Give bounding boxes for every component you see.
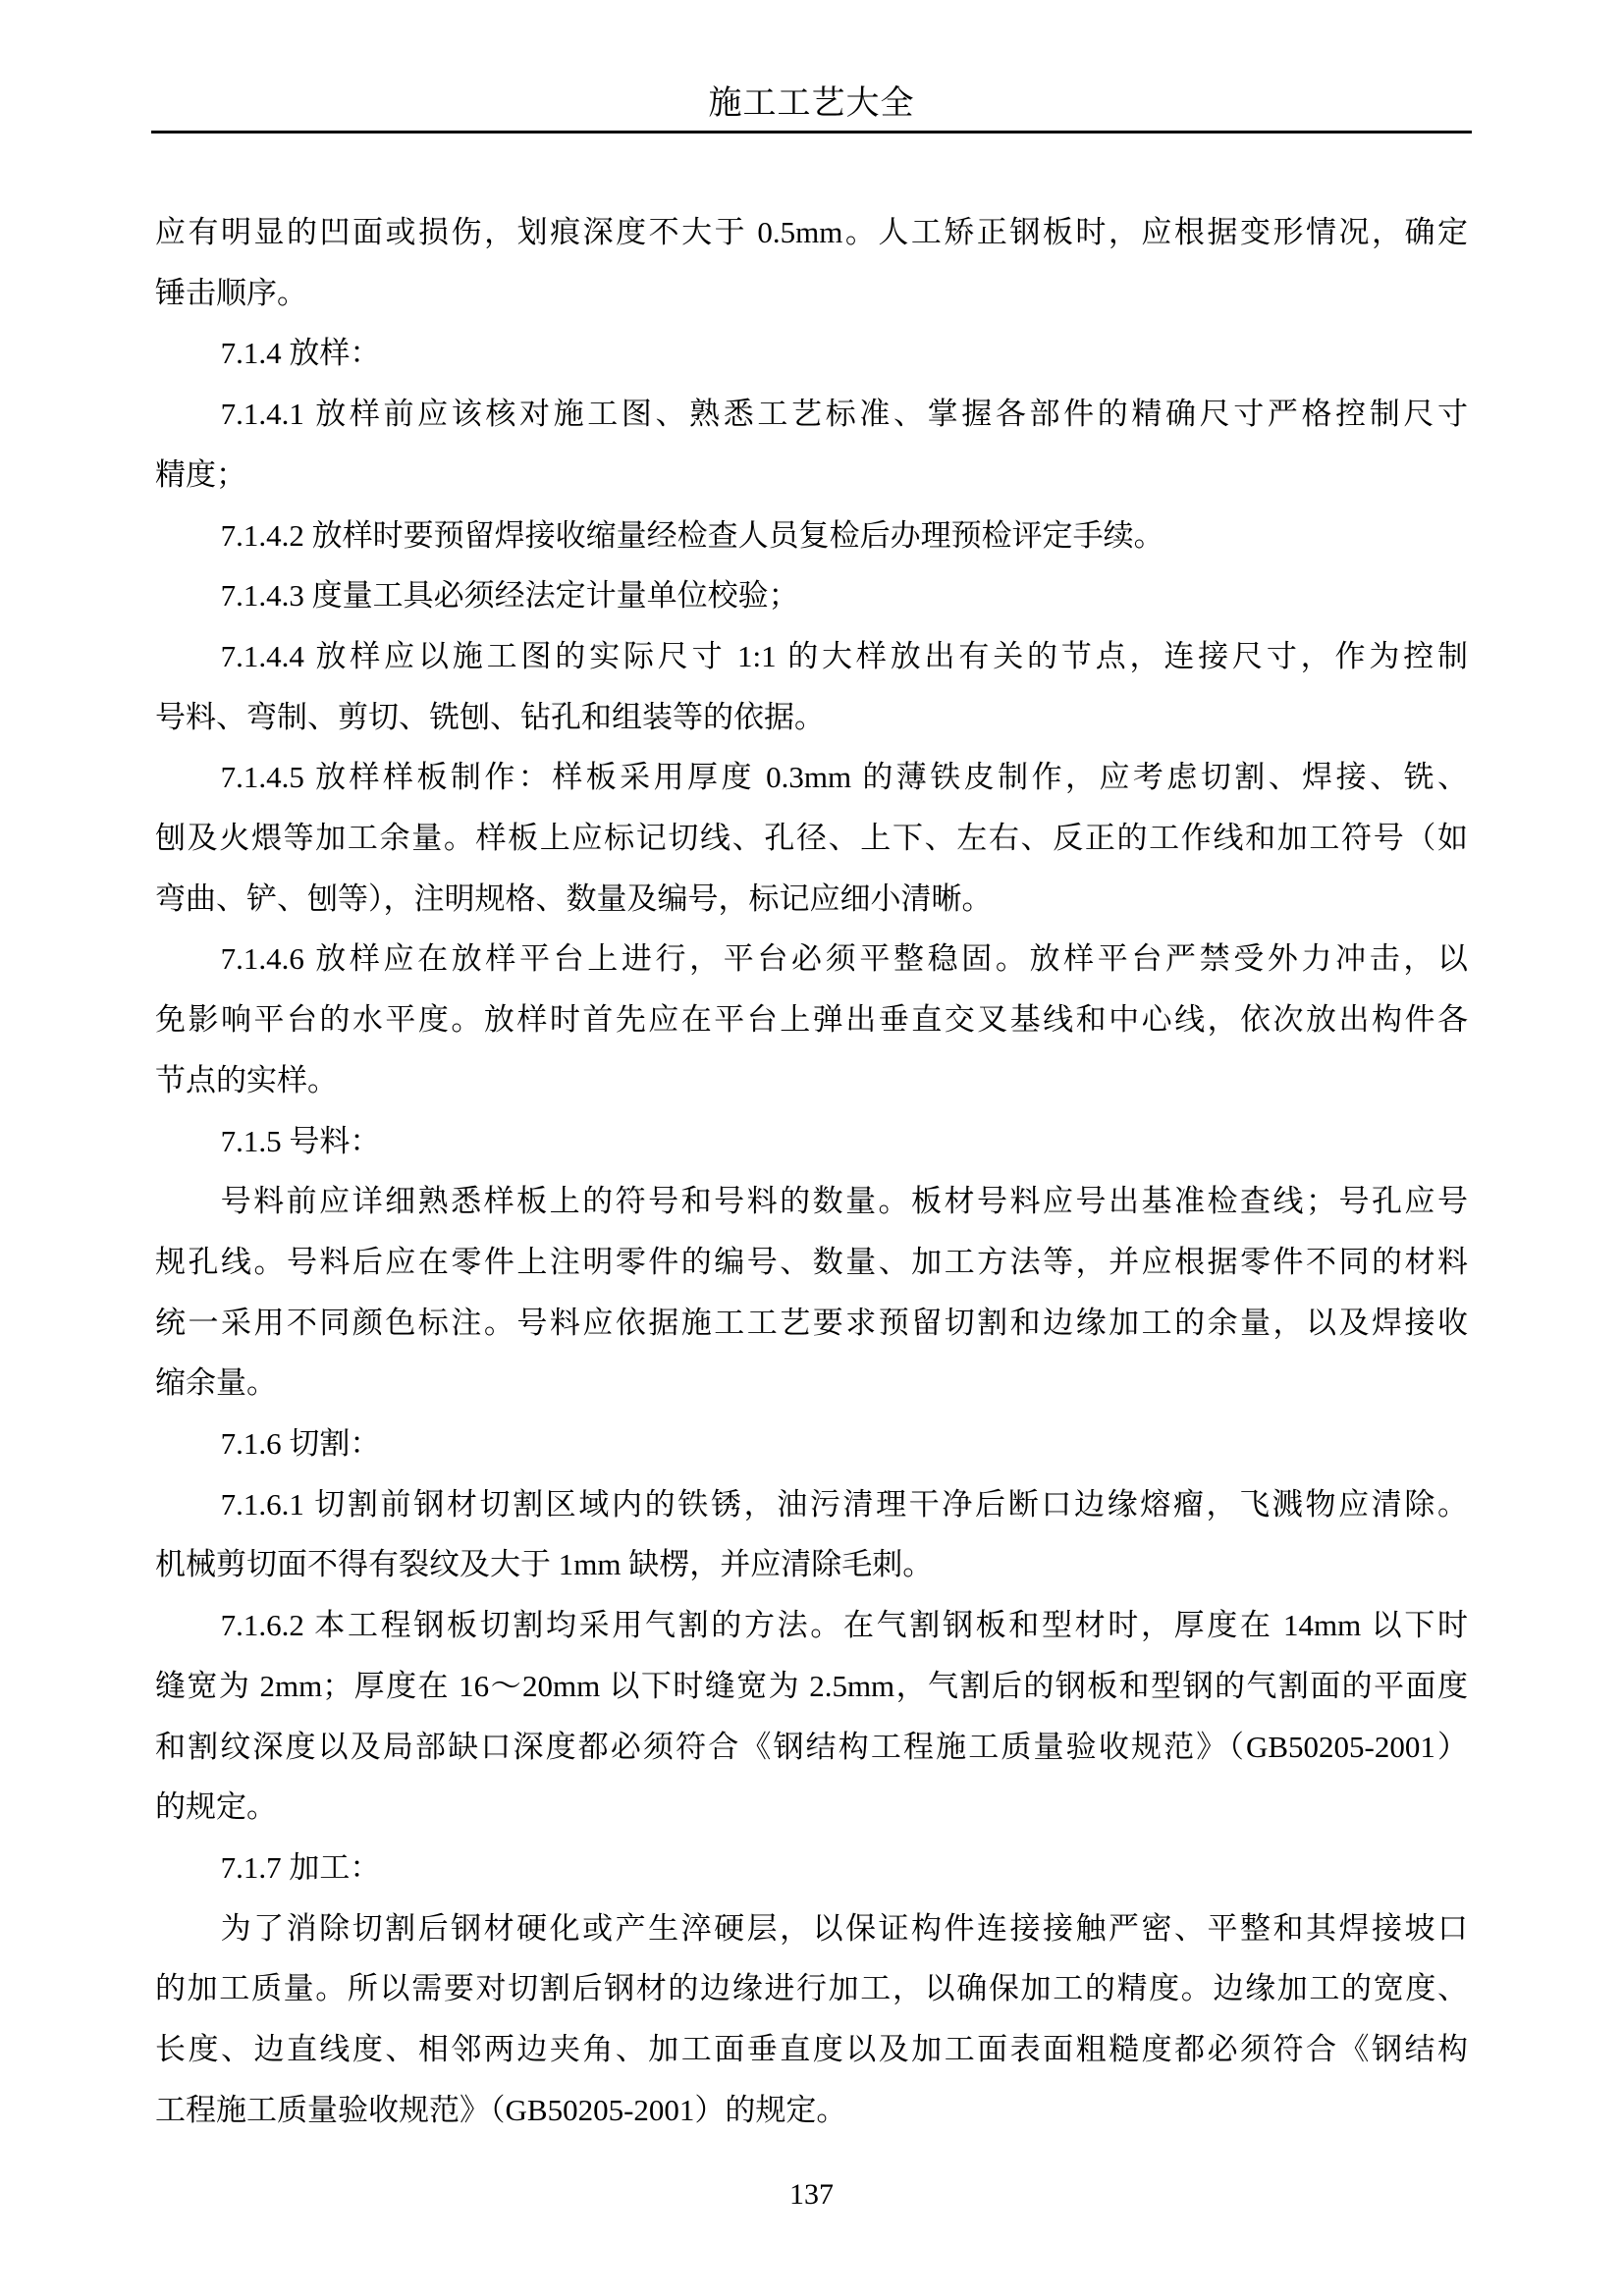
- text-line: 免影响平台的水平度。放样时首先应在平台上弹出垂直交叉基线和中心线，依次放出构件各: [155, 1002, 1468, 1038]
- text-line: 应有明显的凹面或损伤，划痕深度不大于 0.5mm。人工矫正钢板时，应根据变形情况，确定: [155, 215, 1468, 249]
- text-line: 7.1.4 放样：: [220, 336, 381, 371]
- text-line: 7.1.5 号料：: [220, 1123, 381, 1158]
- text-line: 7.1.6.2 本工程钢板切割均采用气割的方法。在气割钢板和型材时，厚度在 14mm 以下时: [220, 1608, 1468, 1643]
- text-line: 7.1.7 加工：: [220, 1849, 381, 1885]
- text-line: 统一采用不同颜色标注。号料应依据施工工艺要求预留切割和边缘加工的余量，以及焊接收: [155, 1305, 1468, 1340]
- text-line: 号料、弯制、剪切、铣刨、钻孔和组装等的依据。: [155, 699, 825, 734]
- text-line: 缩余量。: [155, 1365, 277, 1401]
- text-line: 号料前应详细熟悉样板上的符号和号料的数量。板材号料应号出基准检查线；号孔应号: [220, 1184, 1468, 1219]
- text-line: 7.1.4.2 放样时要预留焊接收缩量经检查人员复检后办理预检评定手续。: [220, 517, 1164, 553]
- text-line: 为了消除切割后钢材硬化或产生淬硬层，以保证构件连接接触严密、平整和其焊接坡口: [220, 1910, 1468, 1946]
- text-line: 7.1.6 切割：: [220, 1426, 381, 1462]
- text-line: 刨及火煨等加工余量。样板上应标记切线、孔径、上下、左右、反正的工作线和加工符号（如: [155, 821, 1468, 856]
- text-line: 7.1.4.6 放样应在放样平台上进行，平台必须平整稳固。放样平台严禁受外力冲击，以: [220, 941, 1468, 977]
- text-line: 的加工质量。所以需要对切割后钢材的边缘进行加工，以确保加工的精度。边缘加工的宽度、: [155, 1971, 1468, 2006]
- text-line: 节点的实样。: [155, 1062, 338, 1097]
- text-line: 和割纹深度以及局部缺口深度都必须符合《钢结构工程施工质量验收规范》（GB50205-2001）: [155, 1729, 1468, 1764]
- text-line: 7.1.4.4 放样应以施工图的实际尺寸 1:1 的大样放出有关的节点，连接尺寸，作为控制: [220, 638, 1468, 673]
- text-line: 7.1.4.5 放样样板制作：样板采用厚度 0.3mm 的薄铁皮制作，应考虑切割、焊接、铣、: [220, 760, 1468, 795]
- text-line: 弯曲、铲、刨等），注明规格、数量及编号，标记应细小清晰。: [155, 881, 993, 916]
- text-line: 7.1.4.1 放样前应该核对施工图、熟悉工艺标准、掌握各部件的精确尺寸严格控制尺寸: [220, 397, 1468, 432]
- body-lines: [155, 202, 1468, 2141]
- text-line: 机械剪切面不得有裂纹及大于 1mm 缺楞，并应清除毛刺。: [155, 1547, 934, 1582]
- text-line: 7.1.6.1 切割前钢材切割区域内的铁锈，油污清理干净后断口边缘熔瘤，飞溅物应清除。: [220, 1486, 1468, 1522]
- text-line: 的规定。: [155, 1789, 277, 1825]
- text-line: 7.1.4.3 度量工具必须经法定计量单位校验；: [220, 578, 799, 614]
- text-line: 长度、边直线度、相邻两边夹角、加工面垂直度以及加工面表面粗糙度都必须符合《钢结构: [155, 2032, 1468, 2067]
- text-line: 精度；: [155, 456, 246, 492]
- text-line: 规孔线。号料后应在零件上注明零件的编号、数量、加工方法等，并应根据零件不同的材料: [155, 1244, 1468, 1279]
- text-line: 锤击顺序。: [155, 275, 307, 310]
- header-rule-divider: [151, 131, 1472, 133]
- text-line: 缝宽为 2mm；厚度在 16～20mm 以下时缝宽为 2.5mm，气割后的钢板和型钢的气割面的平面度: [155, 1668, 1468, 1703]
- text-line: 工程施工质量验收规范》（GB50205-2001）的规定。: [155, 2092, 847, 2127]
- page-number: 137: [789, 2178, 834, 2211]
- page-header-title: 施工工艺大全: [708, 85, 915, 122]
